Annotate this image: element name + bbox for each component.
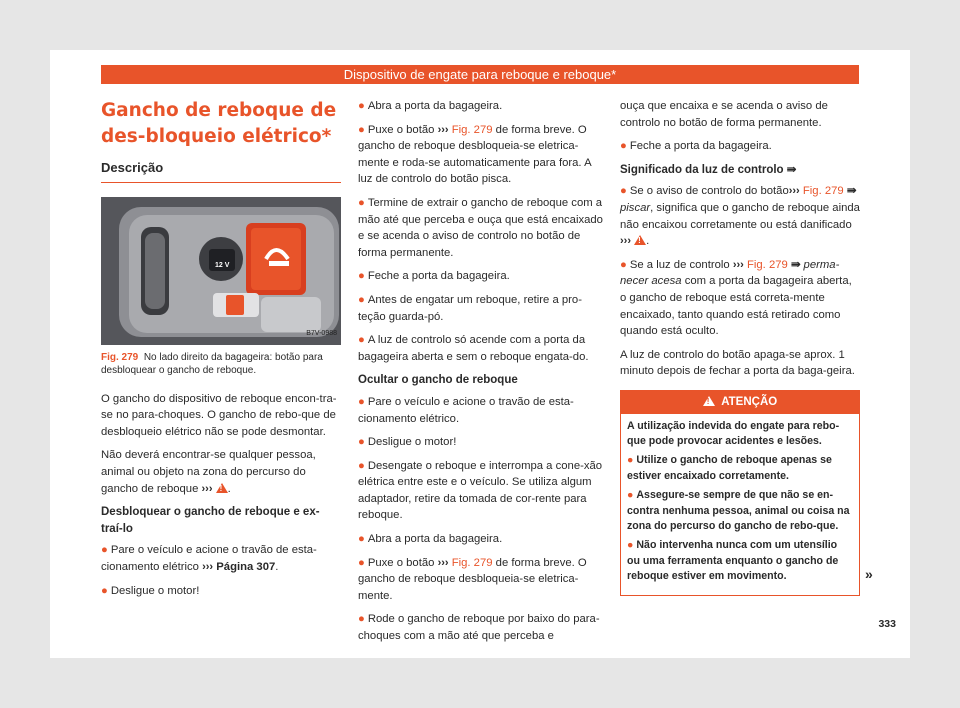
list-item: ● Desengate o reboque e interrompa a cone-xão elétrica entre este e o veículo. Se utiliza algum adaptador, retire da tomada de cor-rente para reboque. (358, 459, 603, 522)
list-item: ● Puxe o botão ››› Fig. 279 de forma breve. O gancho de reboque desbloqueia-se eletrica-mente e roda-se automaticamente para fora. A luz de controlo do botão pisca. (358, 123, 591, 186)
list-item: ● Utilize o gancho de reboque apenas se estiver encaixado corretamente. (627, 454, 832, 482)
bullet-icon: ● (627, 454, 634, 467)
arrow-icon: ››› (788, 185, 800, 198)
tow-hook-icon: ⇛ (790, 258, 801, 271)
tow-hook-icon: ⇛ (846, 185, 857, 198)
bullet-icon: ● (358, 334, 365, 347)
arrow-icon: ››› (732, 258, 744, 271)
chapter-header: Dispositivo de engate para reboque e reboque* (101, 65, 859, 84)
bullet-icon: ● (101, 544, 108, 557)
bullet-icon: ● (627, 489, 634, 502)
bullet-icon: ● (620, 185, 627, 198)
bullet-icon: ● (620, 140, 627, 153)
page-number: 333 (878, 618, 896, 630)
bullet-icon: ● (358, 436, 365, 449)
bullet-icon: ● (358, 613, 365, 626)
list-item: ● Se o aviso de controlo do botão››› Fig. 279 ⇛ piscar, significa que o gancho de reboque ainda não encaixou corretamente ou está danificado ››› ! . (620, 183, 860, 249)
arrow-icon: ››› (620, 235, 631, 248)
bullet-icon: ● (358, 123, 365, 136)
figure-link[interactable]: Fig. 279 (802, 185, 844, 198)
paragraph-warning-ref: Não deverá encontrar-se qualquer pessoa, animal ou objeto na zona do percurso do gancho de reboque ››› ! . (101, 447, 341, 497)
column-1 (101, 98, 341, 606)
figure-caption (101, 351, 341, 377)
paragraph: A luz de controlo do botão apaga-se aprox. 1 minuto depois de fechar a porta da baga-geira. (620, 348, 855, 378)
bullet-icon: ● (627, 539, 634, 552)
subheading-meaning: Significado da luz de controlo ⇛ (620, 163, 797, 176)
figure-code: B7V-0988 (306, 330, 337, 337)
bullet-icon: ● (358, 293, 365, 306)
bullet-icon: ● (358, 459, 365, 472)
warning-box (620, 390, 860, 596)
list-item: ● Rode o gancho de reboque por baixo do para-choques com a mão até que perceba e (358, 613, 600, 643)
warning-header: ! ATENÇÃO (621, 391, 859, 414)
list-item: ● A luz de controlo só acende com a porta da bagageira aberta e sem o reboque engata-do. (358, 334, 589, 363)
arrow-icon: ››› (201, 482, 213, 495)
warning-triangle-icon[interactable] (216, 483, 228, 493)
bullet-icon: ● (358, 395, 365, 408)
list-item: ● Termine de extrair o gancho de reboque com a mão até que perceba e ouça que está encaixado e se acenda o aviso de controlo no botão de forma permanente. (358, 196, 603, 259)
list-item: ● Assegure-se sempre de que não se en-contra nenhuma pessoa, animal ou coisa na zona do percurso do gancho de rebo-que. (627, 489, 850, 532)
list-item: ● Pare o veículo e acione o travão de esta-cionamento elétrico. (358, 395, 574, 425)
list-item: ● Se a luz de controlo ››› Fig. 279 ⇛ perma-necer acesa com a porta da bagageira aberta, o gancho de reboque está correta-mente encaixado, tanto quando está retirado como quando está oculto. (620, 258, 852, 338)
paragraph: ouça que encaixa e se acenda o aviso de controlo no botão de forma permanente. (620, 100, 828, 129)
paragraph: O gancho do dispositivo de reboque encon-tra-se no para-choques. O gancho de rebo-que de desbloqueio elétrico não se pode desmontar. (101, 392, 337, 438)
warning-body (621, 414, 859, 595)
list-item: ● Abra a porta da bagageira. (358, 533, 503, 546)
list-item: ● Desligue o motor! (101, 584, 200, 597)
section-subtitle: Descrição (101, 160, 341, 183)
figure-12v-label: 12 V (215, 261, 230, 269)
arrow-icon: ››› (202, 560, 214, 573)
arrow-icon: ››› (437, 556, 449, 569)
figure-link[interactable]: Fig. 279 (451, 123, 493, 136)
list-item: ● Não intervenha nunca com um utensílio ou uma ferramenta enquanto o gancho de reboque estiver em movimento. (627, 539, 839, 583)
column-2 (358, 98, 604, 652)
figure-caption-text: No lado direito da bagageira: botão para desbloquear o gancho de reboque. (101, 351, 323, 376)
subheading-hide: Ocultar o gancho de reboque (358, 374, 518, 387)
list-item: ● Puxe o botão ››› Fig. 279 de forma breve. O gancho de reboque desbloqueia-se eletrica-mente. (358, 556, 587, 602)
column-3 (620, 98, 860, 596)
list-item: ● Pare o veículo e acione o travão de esta-cionamento elétrico ››› Página 307. (101, 544, 317, 573)
figure-link[interactable]: Fig. 279 (746, 258, 788, 271)
list-item: ● Feche a porta da bagageira. (358, 270, 510, 283)
bullet-icon: ● (358, 556, 365, 569)
tow-hook-icon: ⇛ (786, 163, 797, 176)
list-item: ● Antes de engatar um reboque, retire a pro-teção guarda-pó. (358, 293, 582, 323)
bullet-icon: ● (358, 196, 365, 209)
figure-caption-ref: Fig. 279 (101, 351, 139, 363)
warning-triangle-icon (703, 396, 715, 406)
figure-link[interactable]: Fig. 279 (451, 556, 493, 569)
page-link[interactable]: Página 307 (216, 560, 276, 573)
list-item: ● Desligue o motor! (358, 436, 457, 449)
bullet-icon: ● (358, 100, 365, 112)
list-item: ● Feche a porta da bagageira. (620, 140, 772, 153)
bullet-icon: ● (620, 258, 627, 271)
warning-triangle-icon[interactable] (634, 235, 646, 245)
continue-arrow: » (865, 566, 873, 582)
section-title: Gancho de reboque de des-bloqueio elétrico* (101, 100, 337, 147)
bullet-icon: ● (358, 533, 365, 546)
bullet-icon: ● (358, 270, 365, 283)
bullet-icon: ● (101, 584, 108, 597)
arrow-icon: ››› (437, 123, 449, 136)
list-item: ● Abra a porta da bagageira. (358, 100, 503, 112)
figure-279 (101, 197, 341, 345)
subheading-unlock: Desbloquear o gancho de reboque e ex-traí-lo (101, 506, 320, 535)
warning-intro: A utilização indevida do engate para rebo-que pode provocar acidentes e lesões. (627, 419, 840, 447)
